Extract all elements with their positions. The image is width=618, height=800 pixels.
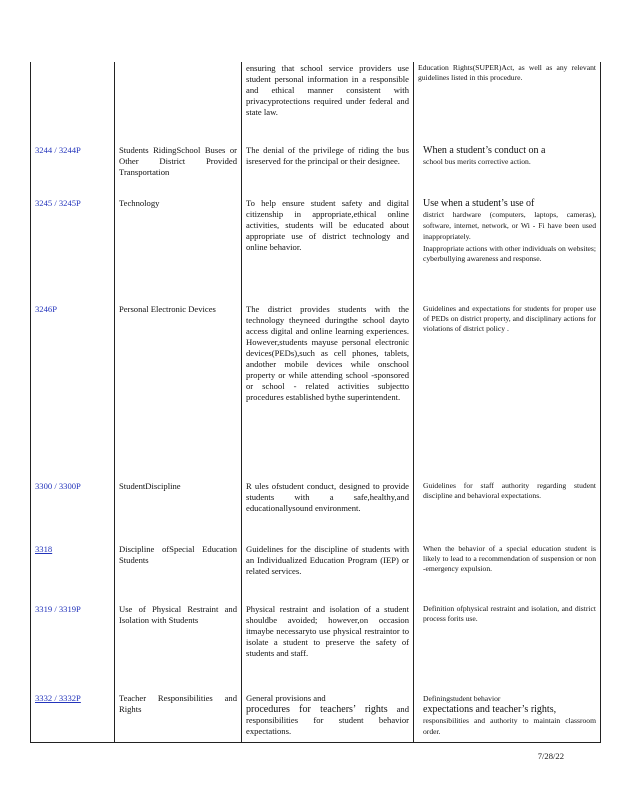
list-item: Education Rights(SUPER)Act, as well as any relevant guidelines listed in this procedure. — [418, 63, 596, 82]
list-item: Guidelines and expectations for students for proper use of PEDs on district property, and disciplinary actions for violations of district policy . — [423, 304, 596, 333]
list-item: Definition ofphysical restraint and isolation, and district process forits use. — [423, 604, 596, 623]
policy-guidance — [414, 144, 601, 197]
policy-title: Students RidingSchool Buses or Other District Provided Transportation — [115, 144, 242, 197]
policy-number[interactable]: 3245 / 3245P — [31, 197, 115, 303]
policy-title: Use of Physical Restraint and Isolation with Students — [115, 603, 242, 692]
policy-number[interactable]: 3244 / 3244P — [31, 144, 115, 197]
footer-date: 7/28/22 — [537, 751, 564, 761]
policy-description: To help ensure student safety and digital citizenship in appropriate,ethical online activities, students will be educated about appropriate use of district technology and online behavior. — [242, 197, 414, 303]
list-item: Guidelines for staff authority regarding student discipline and behavioral expectations. — [423, 481, 596, 500]
list-item: Use when a student’s use of district hardware (computers, laptops, cameras), software, internet, network, or Wi - Fi have been used inappropriately. — [423, 198, 596, 241]
table-row — [31, 144, 601, 197]
table-row — [31, 303, 601, 480]
policy-guidance — [414, 692, 601, 742]
table-row — [31, 197, 601, 303]
policy-guidance — [414, 603, 601, 692]
policy-title: Personal Electronic Devices — [115, 303, 242, 480]
policy-number[interactable]: 3246P — [31, 303, 115, 480]
policy-guidance — [414, 197, 601, 303]
policy-number[interactable]: 3318 — [31, 543, 115, 603]
policy-number[interactable]: 3332 / 3332P — [31, 692, 115, 742]
table-row — [31, 692, 601, 742]
policy-description: The district provides students with the technology theyneed duringthe school dayto access digital and online learning experiences. However,students mayuse personal electronic devices(PEDs),such as cell phones, tablets, andother mobile devices while onschool property or while attending school -sponsored or school - related activities subjectto procedures established bythe superintendent. — [242, 303, 414, 480]
policy-title — [115, 62, 242, 144]
table-row — [31, 480, 601, 543]
policy-title: Teacher Responsibilities and Rights — [115, 692, 242, 742]
policy-description: ensuring that school service providers use student personal information in a responsible and ethical manner consistent with privacyprotections required under federal and state law. — [242, 62, 414, 144]
policy-number[interactable]: 3319 / 3319P — [31, 603, 115, 692]
policy-title: Discipline ofSpecial Education Students — [115, 543, 242, 603]
policy-guidance — [414, 62, 601, 144]
policy-description: General provisions and procedures for teachers’ rights and responsibilities for student behavior expectations. — [242, 692, 414, 742]
policy-description: R ules ofstudent conduct, designed to provide students with a safe,healthy,and educationallysound environment. — [242, 480, 414, 543]
policy-description: The denial of the privilege of riding the bus isreserved for the principal or their designee. — [242, 144, 414, 197]
table-row — [31, 603, 601, 692]
policy-guidance — [414, 303, 601, 480]
policy-table — [30, 62, 601, 743]
list-item: Inappropriate actions with other individuals on websites; cyberbullying awareness and response. — [423, 244, 596, 263]
policy-description: Physical restraint and isolation of a student shouldbe avoided; however,on occasion itmaybe necessaryto use physical restraintor to isolate a student to preserve the safety of students and staff. — [242, 603, 414, 692]
policy-title: StudentDiscipline — [115, 480, 242, 543]
policy-number — [31, 62, 115, 144]
list-item: Definingstudent behavior expectations and teacher’s rights, responsibilities and authority to maintain classroom order. — [423, 694, 596, 736]
policy-number[interactable]: 3300 / 3300P — [31, 480, 115, 543]
list-item: When the behavior of a special education student is likely to lead to a recommendation of suspension or non -emergency expulsion. — [423, 544, 596, 573]
policy-description: Guidelines for the discipline of students with an Individualized Education Program (IEP) or related services. — [242, 543, 414, 603]
policy-guidance — [414, 480, 601, 543]
list-item: When a student’s conduct on a school bus merits corrective action. — [423, 145, 546, 166]
table-row — [31, 62, 601, 144]
table-row — [31, 543, 601, 603]
policy-title: Technology — [115, 197, 242, 303]
policy-guidance — [414, 543, 601, 603]
